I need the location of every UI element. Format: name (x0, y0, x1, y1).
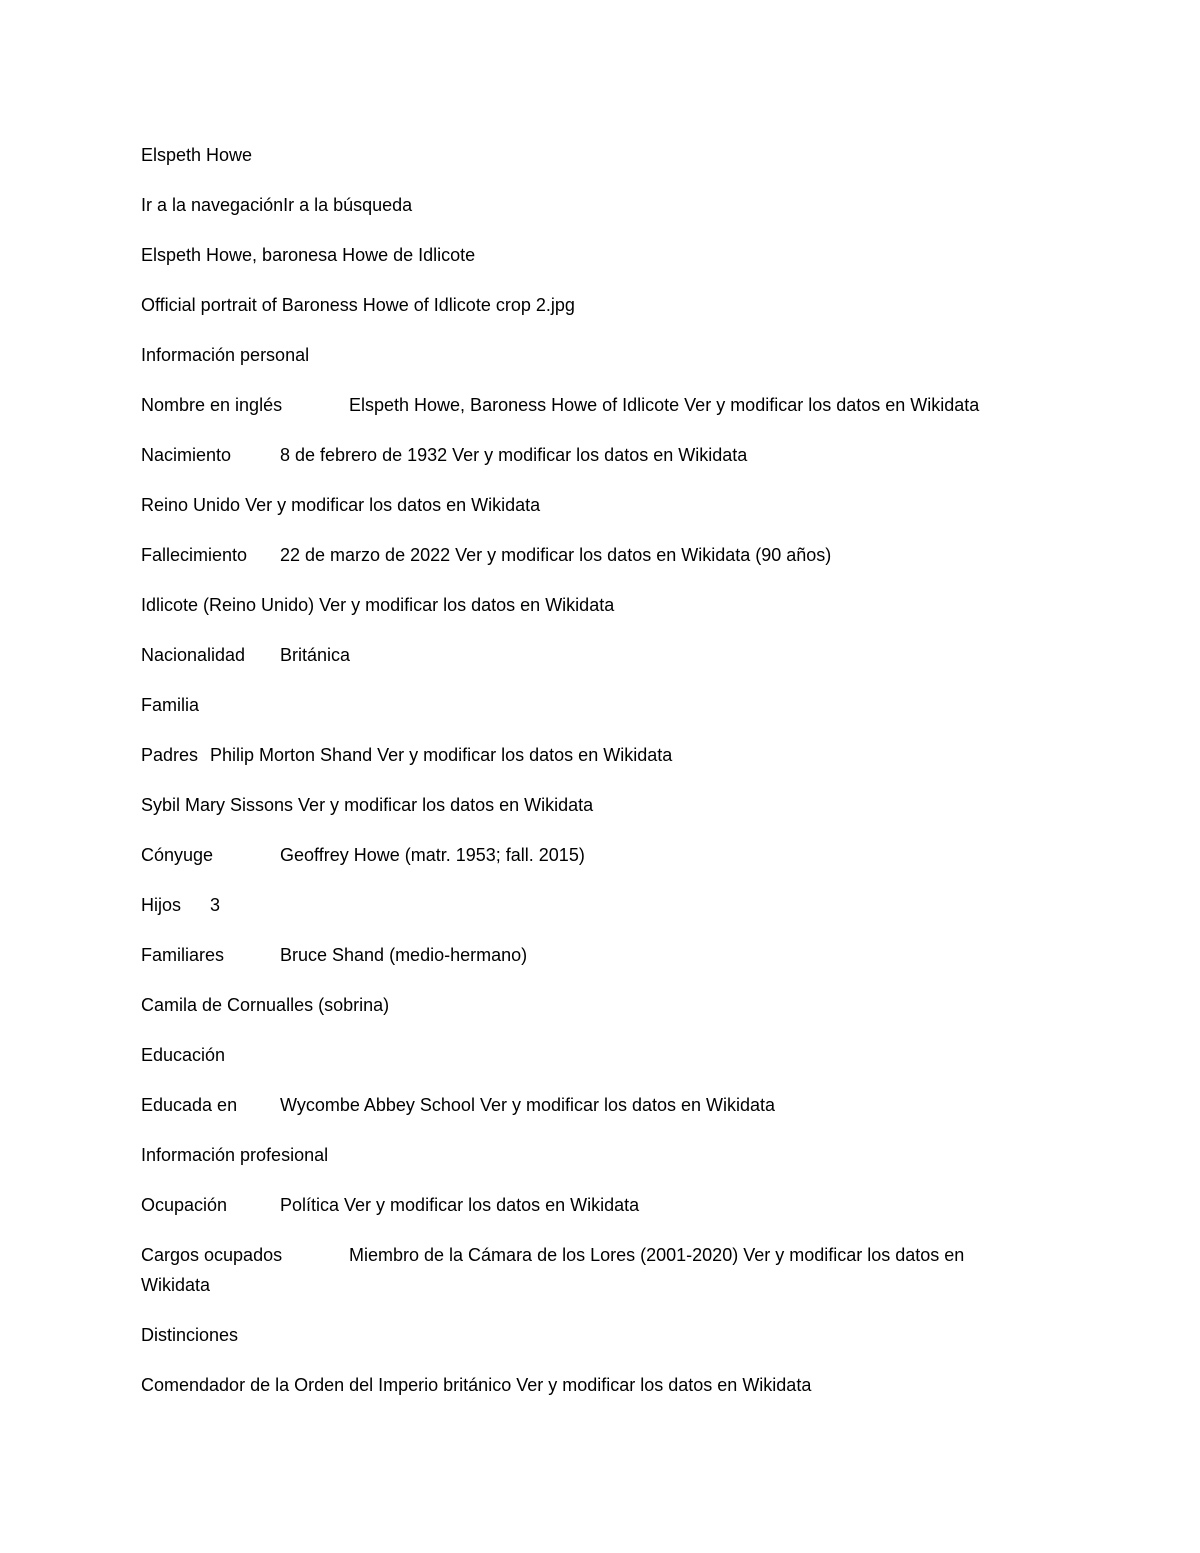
relatives-value: Bruce Shand (medio-hermano) (280, 945, 528, 965)
nationality-label: Nacionalidad (141, 645, 246, 665)
educated-value: Wycombe Abbey School Ver y modificar los datos en Wikidata (280, 1095, 776, 1115)
birth-label: Nacimiento (141, 445, 232, 465)
death-place: Idlicote (Reino Unido) Ver y modificar los datos en Wikidata (141, 595, 615, 615)
parents-row (141, 740, 1041, 770)
nav-links: Ir a la navegaciónIr a la búsqueda (141, 195, 413, 215)
section-family: Familia (141, 695, 200, 715)
birth-row (141, 440, 1041, 470)
children-label: Hijos (141, 895, 182, 915)
occupation-row (141, 1190, 1041, 1220)
parents-label: Padres (141, 745, 199, 765)
educated-label: Educada en (141, 1095, 238, 1115)
document-page (141, 140, 1041, 1420)
positions-row (141, 1240, 1031, 1300)
positions-label: Cargos ocupados (141, 1245, 283, 1265)
english-name-row (141, 390, 1041, 420)
occupation-label: Ocupación (141, 1195, 228, 1215)
spouse-value: Geoffrey Howe (matr. 1953; fall. 2015) (280, 845, 585, 865)
full-name: Elspeth Howe, baronesa Howe de Idlicote (141, 245, 476, 265)
death-row (141, 540, 1041, 570)
spouse-label: Cónyuge (141, 845, 214, 865)
image-caption: Official portrait of Baroness Howe of Idlicote crop 2.jpg (141, 295, 575, 315)
death-value: 22 de marzo de 2022 Ver y modificar los datos en Wikidata (90 años) (280, 545, 832, 565)
spouse-row (141, 840, 1041, 870)
children-value: 3 (210, 895, 221, 915)
document-title: Elspeth Howe (141, 145, 253, 165)
positions-value: Miembro de la Cámara de los Lores (2001-2020) Ver y modificar los datos en Wikidata (141, 1245, 965, 1295)
nationality-value: Británica (280, 645, 351, 665)
relatives-row (141, 940, 1041, 970)
section-personal: Información personal (141, 345, 310, 365)
birth-value: 8 de febrero de 1932 Ver y modificar los datos en Wikidata (280, 445, 748, 465)
section-professional: Información profesional (141, 1145, 329, 1165)
relatives-row-2: Camila de Cornualles (sobrina) (141, 995, 390, 1015)
section-distinctions: Distinciones (141, 1325, 239, 1345)
english-name-value: Elspeth Howe, Baroness Howe of Idlicote Ver y modificar los datos en Wikidata (349, 395, 980, 415)
distinction-row: Comendador de la Orden del Imperio británico Ver y modificar los datos en Wikidata (141, 1375, 812, 1395)
children-row (141, 890, 1041, 920)
death-label: Fallecimiento (141, 545, 248, 565)
relatives-label: Familiares (141, 945, 225, 965)
section-education: Educación (141, 1045, 226, 1065)
english-name-label: Nombre en inglés (141, 395, 283, 415)
parents-row-2: Sybil Mary Sissons Ver y modificar los datos en Wikidata (141, 795, 594, 815)
occupation-value: Política Ver y modificar los datos en Wikidata (280, 1195, 640, 1215)
educated-row (141, 1090, 1041, 1120)
nationality-row (141, 640, 1041, 670)
birth-place: Reino Unido Ver y modificar los datos en Wikidata (141, 495, 541, 515)
parents-value: Philip Morton Shand Ver y modificar los datos en Wikidata (210, 745, 673, 765)
